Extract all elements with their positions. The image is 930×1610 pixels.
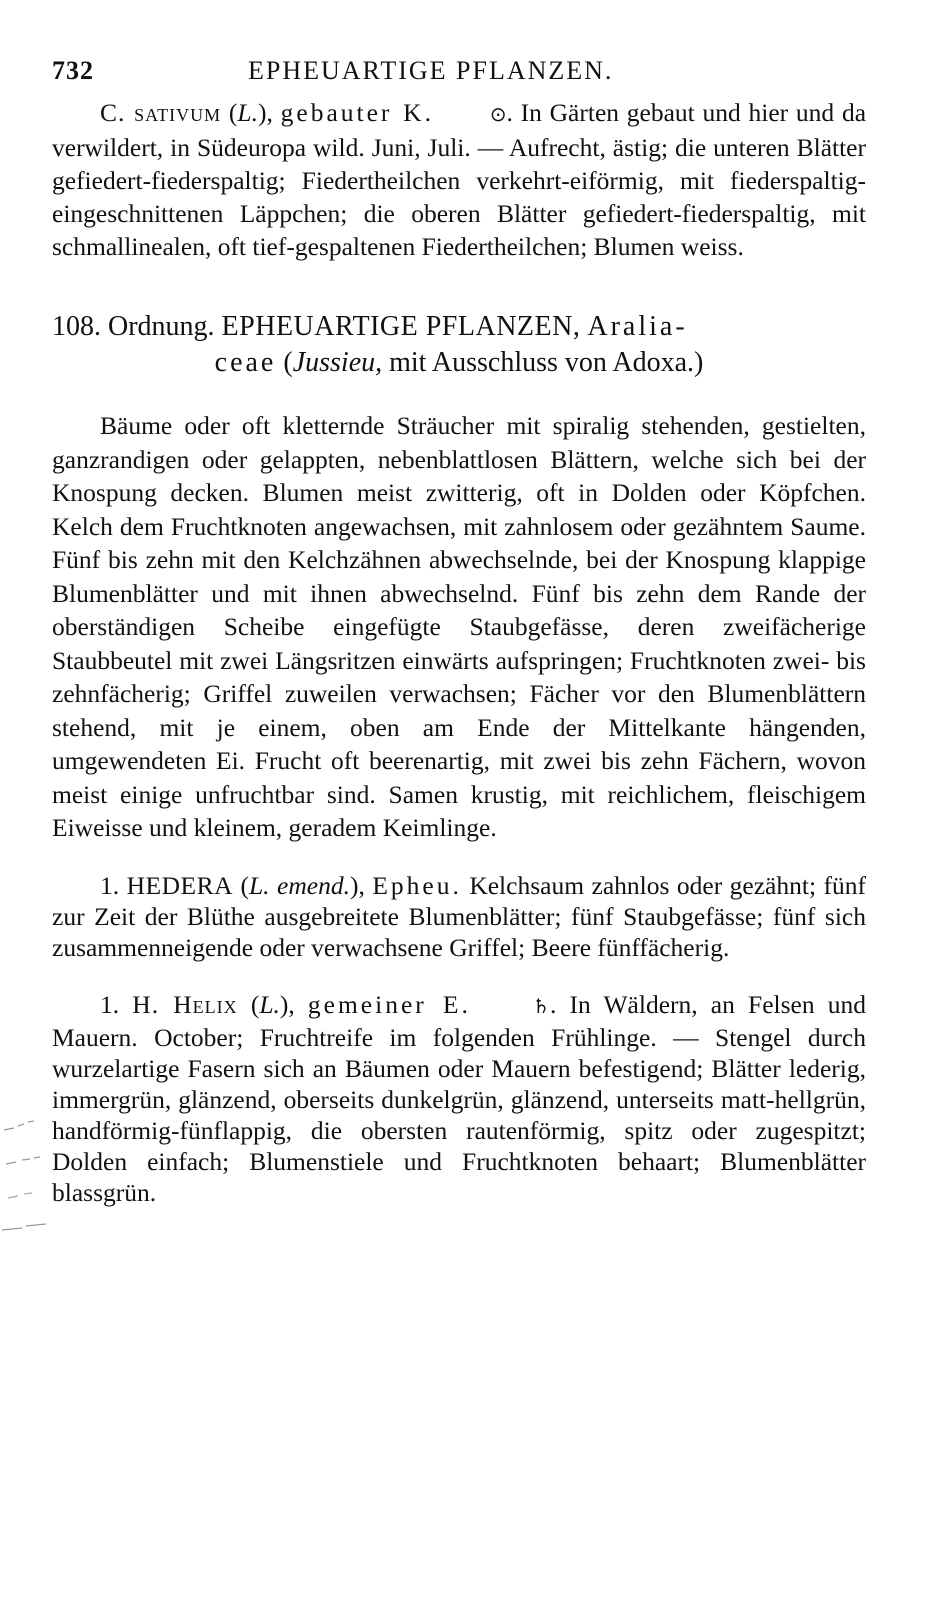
order-authority: Jussieu, [292,347,383,378]
species-name: C. sativum [100,98,222,127]
shrub-symbol-icon: ♄ [532,993,550,1018]
annual-symbol-icon: ⊙ [489,102,507,126]
species-name: H. Helix [132,989,238,1019]
order-heading-line-1 [52,309,866,345]
genus-name: HEDERA [126,871,234,900]
species-text: In Gärten gebaut und hier und da verwildert, in Südeuropa wild. Juni, Juli. — Aufrecht, ästig; die unteren Blätter gefiedert-fiederspaltig; Fiedertheilchen verkehrt-eiförmig, mit fiederspaltig-eingeschnittenen Läppchen; die oberen Blätter gefiedert-fiederspaltig, mit schmallinealen, oft tief-gespaltenen Fiedertheilchen; Blumen weiss. [52,98,867,261]
book-page [52,44,866,1233]
margin-pencil-marks-icon [0,1090,60,1260]
genus-common-name: Epheu. [372,871,462,900]
genus-number: 1. [100,871,120,900]
order-name: EPHEUARTIGE PFLANZEN, [221,311,581,342]
species-authority: L. [259,989,280,1019]
order-heading-line-2: ceae (Jussieu, mit Ausschluss von Adoxa.) [214,347,704,378]
species-hedera-helix: 1. H. Helix (L.), gemeiner E. ♄. In Wäldern, an Felsen und Mauern. October; Fruchtreife im folgenden Frühlinge. — Stengel durch wurzelartige Fasern sich an Bäumen oder Mauern befestigend; Blätter lederig, immergrün, glänzend, oberseits dunkelgrün, glänzend, unterseits matt-hellgrün, handförmig-fünflappig, die obersten rautenförmig, spitz oder zugespitzt; Dolden einfach; Blumenstiele und Fruchtknoten behaart; Blumenblätter blassgrün. [52,989,867,1207]
genus-authority: L. emend. [249,871,350,900]
genus-text: Kelchsaum zahnlos oder gezähnt; fünf zur Zeit der Blüthe ausgebreitete Blumenblätter; fünf Staubgefässe; fünf sich zusammenneigende oder verwachsene Griffel; Beere fünffächerig. [52,871,867,962]
species-text: In Wäldern, an Felsen und Mauern. October; Fruchtreife im folgenden Frühlinge. — Stengel durch wurzelartige Fasern sich an Bäumen oder Mauern befestigend; Blätter lederig, immergrün, glänzend, oberseits dunkelgrün, glänzend, unterseits matt-hellgrün, handförmig-fünflappig, die obersten rautenförmig, spitz oder zugespitzt; Dolden einfach; Blumenstiele und Fruchtknoten behaart; Blumenblätter blassgrün. [52,989,867,1207]
species-number: 1. [100,989,120,1019]
genus-hedera: 1. HEDERA (L. emend.), Epheu. Kelchsaum zahnlos oder gezähnt; fünf zur Zeit der Blüthe ausgebreitete Blumenblätter; fünf Staubgefässe; fünf sich zusammenneigende oder verwachsene Griffel; Beere fünffächerig. [52,871,867,962]
order-latin-part-1: Aralia- [587,311,688,342]
order-description [52,409,866,845]
page-header [52,44,866,96]
order-latin-part-2: ceae [214,347,277,378]
species-common-name: gebauter K. [280,98,434,127]
page-number: 732 [52,56,94,85]
entry-coriandrum-sativum: C. sativum (L.), gebauter K. ⊙. In Gärten gebaut und hier und da verwildert, in Südeuropa wild. Juni, Juli. — Aufrecht, ästig; die unteren Blätter gefiedert-fiederspaltig; Fiedertheilchen verkehrt-eiförmig, mit fiederspaltig-eingeschnittenen Läppchen; die oberen Blätter gefiedert-fiederspaltig, mit schmallinealen, oft tief-gespaltenen Fiedertheilchen; Blumen weiss. [52,98,867,261]
species-authority: L. [237,98,258,127]
order-note: mit Ausschluss von Adoxa.) [389,347,704,378]
running-title: EPHEUARTIGE PFLANZEN. [248,56,614,85]
order-description-text: Bäume oder oft kletternde Sträucher mit spiralig stehenden, gestielten, ganzrandigen oder gelappten, nebenblattlosen Blättern, welche sich bei der Knospung decken. Blumen meist zwitterig, oft in Dolden oder Köpfchen. Kelch dem Fruchtknoten angewachsen, mit zahnlosem oder gezähntem Saume. Fünf bis zehn mit den Kelchzähnen abwechselnde, bei der Knospung klappige Blumenblätter und mit ihnen abwechselnd. Fünf bis zehn dem Rande der oberständigen Scheibe eingefügte Staubgefässe, deren zweifächerige Staubbeutel mit zwei Längsritzen einwärts aufspringen; Fruchtknoten zwei- bis zehnfächerig; Griffel zuweilen verwachsen; Fächer vor den Blumenblättern stehend, mit je einem, oben am Ende der Mittelkante hängenden, umgewendeten Ei. Frucht oft beerenartig, mit zwei bis zehn Fächern, wovon meist einige unfruchtbar sind. Samen krustig, mit reichlichem, fleischigem Eiweisse und kleinem, geradem Keimlinge. [52,411,866,842]
species-common-name: gemeiner E. [307,989,471,1019]
order-number: 108. Ordnung. [52,311,215,342]
order-heading [52,309,866,381]
